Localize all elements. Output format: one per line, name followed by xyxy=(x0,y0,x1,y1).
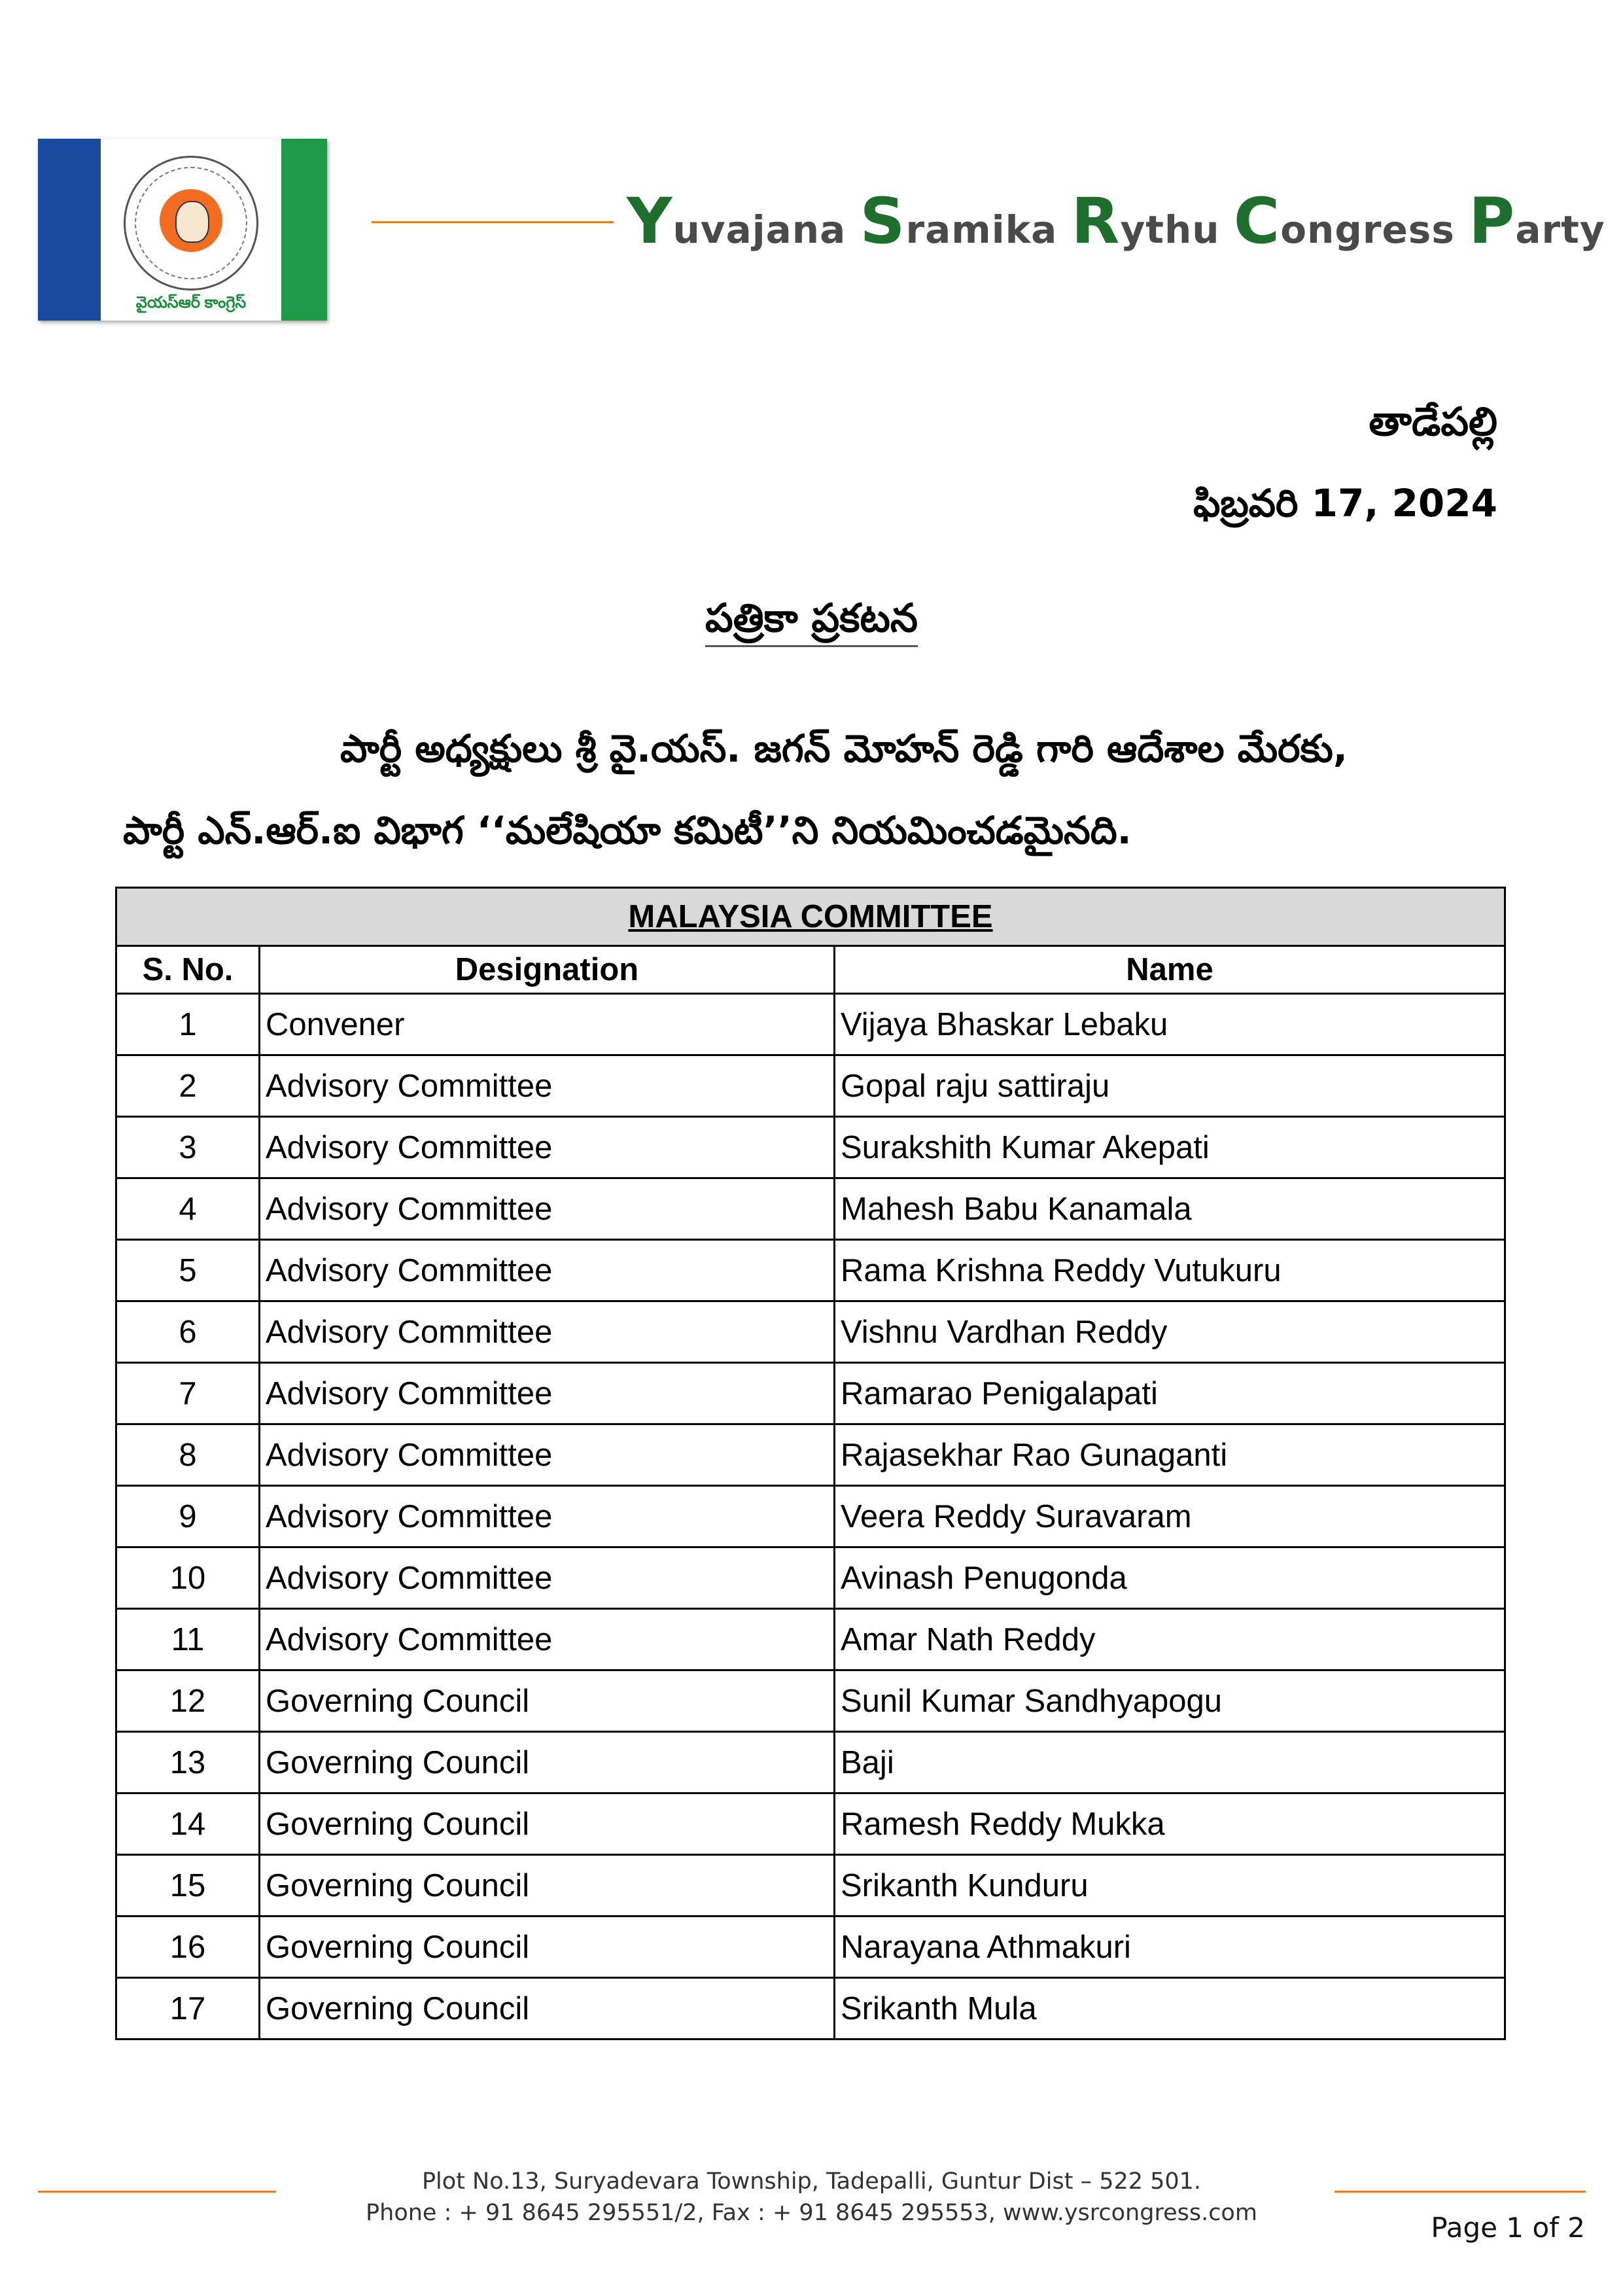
cell-sno: 14 xyxy=(116,1793,260,1855)
cell-name: Veera Reddy Suravaram xyxy=(835,1486,1505,1547)
table-title xyxy=(116,888,1505,946)
address-line-2: Phone : + 91 8645 295551/2, Fax : + 91 8645 295553, www.ysrcongress.com xyxy=(366,2200,1257,2226)
paragraph-line-1: పార్టీ అధ్యక్షులు శ్రీ వై.యస్. జగన్ మోహన్ రెడ్డి గారి ఆదేశాల మేరకు, xyxy=(340,726,1348,771)
emblem-icon xyxy=(124,156,258,291)
party-name-word: ramika xyxy=(905,207,1072,252)
party-name-initial: Y xyxy=(627,185,673,258)
cell-designation: Advisory Committee xyxy=(260,1117,835,1178)
cell-sno: 2 xyxy=(116,1055,260,1117)
table-row xyxy=(116,1670,1505,1732)
cell-sno: 9 xyxy=(116,1486,260,1547)
cell-designation: Governing Council xyxy=(260,1670,835,1732)
header-divider xyxy=(372,221,614,223)
cell-name: Amar Nath Reddy xyxy=(835,1609,1505,1670)
party-logo xyxy=(38,139,327,321)
cell-designation: Convener xyxy=(260,994,835,1055)
cell-sno: 8 xyxy=(116,1424,260,1486)
table-row xyxy=(116,1609,1505,1670)
table-row xyxy=(116,1363,1505,1424)
cell-designation: Advisory Committee xyxy=(260,1301,835,1363)
cell-sno: 3 xyxy=(116,1117,260,1178)
cell-sno: 15 xyxy=(116,1855,260,1916)
party-name-initial: C xyxy=(1233,185,1281,258)
party-name-initial: R xyxy=(1071,185,1121,258)
table-row xyxy=(116,1055,1505,1117)
cell-name: Ramesh Reddy Mukka xyxy=(835,1793,1505,1855)
portrait-icon xyxy=(160,189,222,252)
table-header-row xyxy=(116,946,1505,994)
heading-text: పత్రికా ప్రకటన xyxy=(705,595,918,647)
cell-sno: 6 xyxy=(116,1301,260,1363)
cell-sno: 17 xyxy=(116,1978,260,2040)
cell-name: Avinash Penugonda xyxy=(835,1547,1505,1609)
cell-designation: Advisory Committee xyxy=(260,1609,835,1670)
cell-sno: 16 xyxy=(116,1916,260,1978)
cell-sno: 1 xyxy=(116,994,260,1055)
cell-sno: 5 xyxy=(116,1240,260,1301)
cell-name: Srikanth Kunduru xyxy=(835,1855,1505,1916)
table-row xyxy=(116,1178,1505,1240)
logo-center xyxy=(101,139,281,321)
table-row xyxy=(116,1547,1505,1609)
table-row xyxy=(116,1855,1505,1916)
cell-name: Srikanth Mula xyxy=(835,1978,1505,2040)
cell-name: Gopal raju sattiraju xyxy=(835,1055,1505,1117)
press-release-heading xyxy=(0,595,1623,650)
party-name-initial: S xyxy=(860,185,906,258)
cell-designation: Advisory Committee xyxy=(260,1424,835,1486)
date: ఫిబ్రవరి 17, 2024 xyxy=(1193,481,1497,525)
cell-sno: 13 xyxy=(116,1732,260,1793)
cell-designation: Governing Council xyxy=(260,1793,835,1855)
party-name-word: ongress xyxy=(1280,207,1469,252)
cell-sno: 11 xyxy=(116,1609,260,1670)
cell-name: Rajasekhar Rao Gunaganti xyxy=(835,1424,1505,1486)
cell-designation: Governing Council xyxy=(260,1732,835,1793)
page-number: Page 1 of 2 xyxy=(1431,2212,1585,2244)
party-name-word: arty xyxy=(1515,207,1605,252)
column-header-sno: S. No. xyxy=(116,946,260,994)
column-header-name: Name xyxy=(835,946,1505,994)
table-title-text: MALAYSIA COMMITTEE xyxy=(628,899,993,934)
logo-text: వైయస్ఆర్ కాంగ్రెస్ xyxy=(135,294,247,311)
cell-designation: Advisory Committee xyxy=(260,1240,835,1301)
table-row xyxy=(116,1424,1505,1486)
committee-table xyxy=(115,887,1506,2040)
party-name-initial: P xyxy=(1469,185,1516,258)
cell-sno: 4 xyxy=(116,1178,260,1240)
cell-sno: 7 xyxy=(116,1363,260,1424)
table-row xyxy=(116,994,1505,1055)
table-row xyxy=(116,1117,1505,1178)
table-row xyxy=(116,1486,1505,1547)
cell-name: Vijaya Bhaskar Lebaku xyxy=(835,994,1505,1055)
cell-designation: Advisory Committee xyxy=(260,1547,835,1609)
cell-designation: Advisory Committee xyxy=(260,1363,835,1424)
footer-address xyxy=(0,2166,1623,2229)
table-body xyxy=(116,994,1505,2040)
cell-name: Sunil Kumar Sandhyapogu xyxy=(835,1670,1505,1732)
cell-name: Baji xyxy=(835,1732,1505,1793)
logo-blue-band xyxy=(38,139,101,321)
paragraph-line-2: పార్టీ ఎన్.ఆర్.ఐ విభాగ ‘‘మలేషియా కమిటీ’’ని నియమించడమైనది. xyxy=(123,808,1132,853)
table-title-row xyxy=(116,888,1505,946)
table-row xyxy=(116,1240,1505,1301)
table-row xyxy=(116,1732,1505,1793)
cell-name: Vishnu Vardhan Reddy xyxy=(835,1301,1505,1363)
table-row xyxy=(116,1301,1505,1363)
table-row xyxy=(116,1916,1505,1978)
cell-name: Narayana Athmakuri xyxy=(835,1916,1505,1978)
party-name-word: ythu xyxy=(1120,207,1234,252)
cell-designation: Advisory Committee xyxy=(260,1055,835,1117)
place: తాడేపల్లి xyxy=(1369,399,1497,445)
cell-name: Rama Krishna Reddy Vutukuru xyxy=(835,1240,1505,1301)
party-name xyxy=(627,185,1605,258)
cell-name: Mahesh Babu Kanamala xyxy=(835,1178,1505,1240)
logo-green-band xyxy=(281,139,327,321)
cell-name: Ramarao Penigalapati xyxy=(835,1363,1505,1424)
table-row xyxy=(116,1793,1505,1855)
cell-sno: 10 xyxy=(116,1547,260,1609)
party-name-word: uvajana xyxy=(672,207,860,252)
column-header-designation: Designation xyxy=(260,946,835,994)
cell-designation: Governing Council xyxy=(260,1978,835,2040)
cell-sno: 12 xyxy=(116,1670,260,1732)
cell-designation: Governing Council xyxy=(260,1916,835,1978)
address-line-1: Plot No.13, Suryadevara Township, Tadepalli, Guntur Dist – 522 501. xyxy=(421,2168,1202,2195)
table-row xyxy=(116,1978,1505,2040)
cell-name: Surakshith Kumar Akepati xyxy=(835,1117,1505,1178)
cell-designation: Advisory Committee xyxy=(260,1486,835,1547)
cell-designation: Governing Council xyxy=(260,1855,835,1916)
cell-designation: Advisory Committee xyxy=(260,1178,835,1240)
